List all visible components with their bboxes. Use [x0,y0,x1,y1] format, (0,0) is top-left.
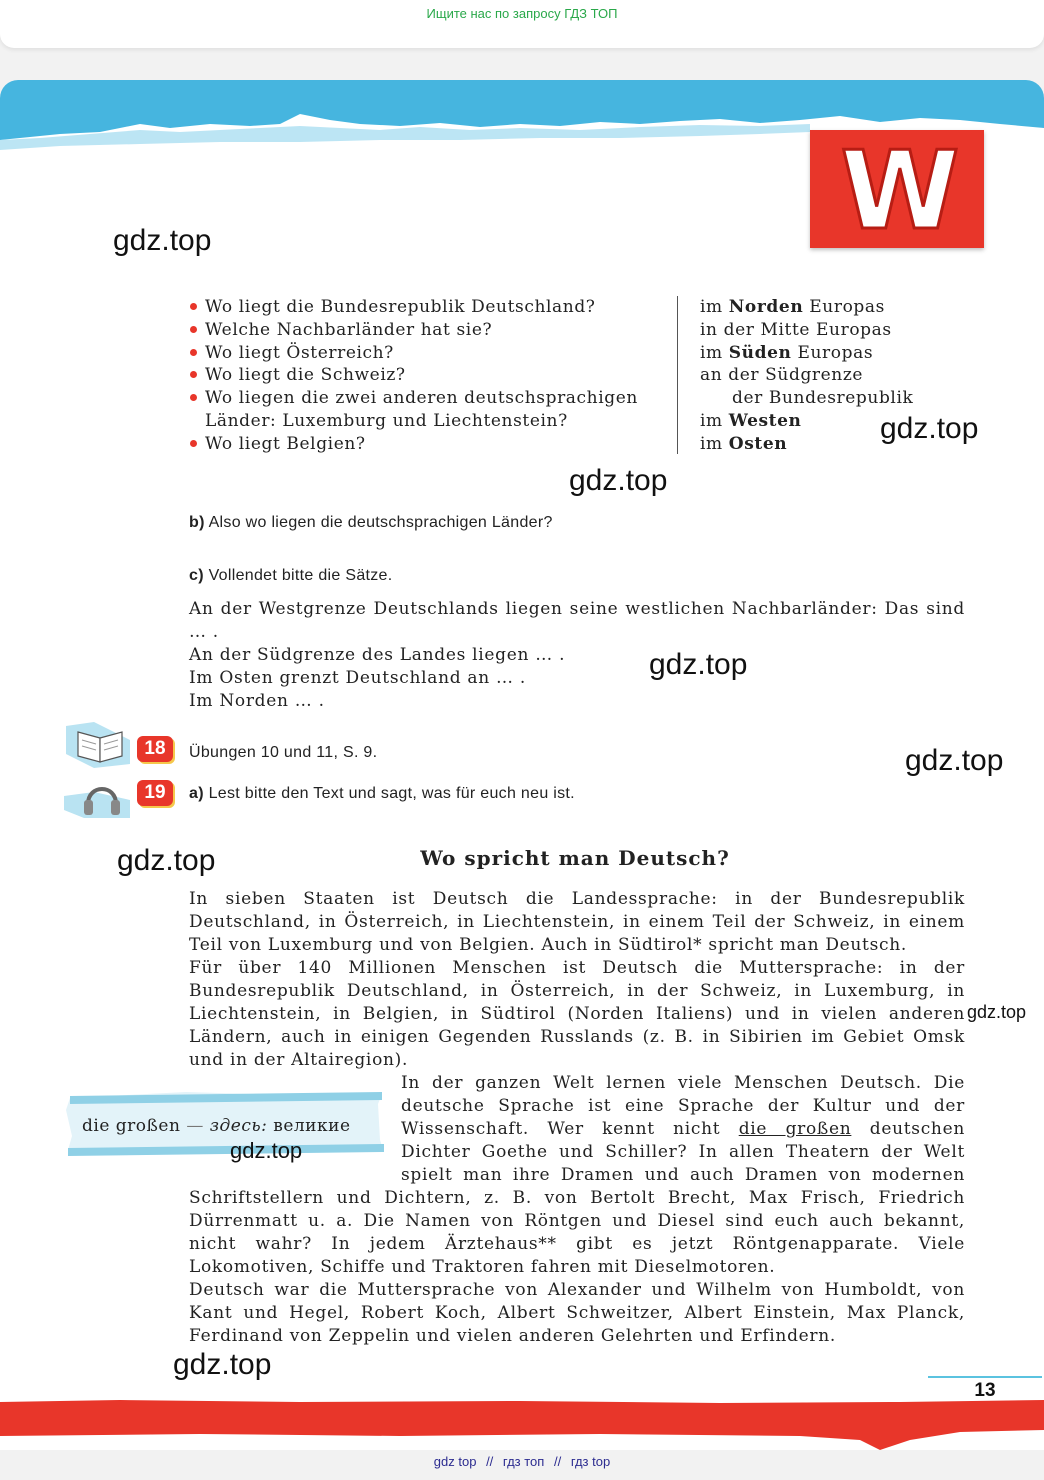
answer-item: im Norden Europas [700,297,885,317]
exercise-number-badge: 18 [137,736,173,762]
sentence: An der Südgrenze des Landes liegen … . [189,645,566,665]
sentence: An der Westgrenze Deutschlands liegen seine westlichen Nachbarländer: Das sind … . [189,599,965,642]
task-c: c) Vollendet bitte die Sätze. [189,567,393,584]
answer-item: im Westen [700,410,802,431]
page-number: 13 [974,1380,996,1401]
search-hint: Ищите нас по запросу ГДЗ ТОП [426,6,618,21]
svg-text:W: W [840,130,960,248]
paragraph: In sieben Staaten ist Deutsch die Landessprache: in der Bundesrepublik Deutschland, in Österreich, in Liechtenstein, in einem Teil der Schweiz, in einem Teil von Luxemburg und von Belgien. Auch in Südtirol* spricht man Deutsch. [189,889,965,955]
logo [810,130,984,248]
watermark: gdz.top [113,224,212,257]
exercise-18 [64,720,166,774]
answer-item: der Bundesrepublik [732,388,914,409]
paragraph: In der ganzen Welt lernen viele Menschen Deutsch. Die deutsche Sprache ist eine Sprache der Kultur und der Wissenschaft. Wer kennt nicht die großen deutschen Dichter Goethe und Schiller? In allen Theatern der Welt spielt man ihre Dramen und auch Dramen von modernen Schriftstellern und Dichtern, z. B. von Bertolt Brecht, Max Frisch, Friedrich Dürrenmatt u. a. Die Namen von Röntgen und Diesel sind euch auch bekannt, nicht wahr? In jedem Ärztehaus** gibt es jetzt Röntgenapparate. Viele Lokomotiven, Schiffe und Traktoren fahren mit Dieselmotoren. [189,1073,965,1277]
paragraph: Deutsch war die Muttersprache von Alexander und Wilhelm von Humboldt, von Kant und Hegel, Robert Koch, Albert Schweitzer, Albert Einstein, Max Planck, Ferdinand von Zeppelin und vielen anderen Gelehrten und Erfindern. [189,1280,965,1346]
watermark: gdz.top [569,464,668,497]
question-item: Wo liegt die Schweiz? [188,364,668,387]
answer-item: im Süden Europas [700,342,874,363]
watermark: gdz.top [967,1002,1027,1022]
headphones-icon [64,774,134,820]
answer-item: im Osten [700,433,788,454]
answer-item: in der Mitte Europas [700,319,892,340]
bottom-links [0,1454,1044,1469]
page-number-line [928,1376,1042,1378]
question-item: Wo liegt Belgien? [188,433,668,456]
sentence: Im Osten grenzt Deutschland an … . [189,668,526,688]
question-list [188,296,668,456]
sentence: Im Norden … . [189,691,325,711]
task-b: b) Also wo liegen die deutschsprachigen Länder? [189,514,553,531]
exercise-19 [64,774,166,824]
question-item: Wo liegt die Bundesrepublik Deutschland? [188,296,668,319]
watermark: gdz.top [905,744,1004,777]
bottom-link[interactable]: gdz top [433,1454,477,1469]
watermark: gdz.top [649,648,748,681]
exercise-number-badge: 19 [137,780,173,806]
book-icon [64,720,134,770]
watermark: gdz.top [880,412,979,445]
textbook-page [0,80,1044,1450]
watermark: gdz.top [117,844,216,877]
column-divider [677,296,678,454]
bottom-link[interactable]: гдз топ [502,1454,545,1469]
exercise-19-text: a) Lest bitte den Text und sagt, was für euch neu ist. [189,785,575,802]
gloss-text: die großen — здесь: великие [82,1116,351,1136]
paragraph: Für über 140 Millionen Menschen ist Deutsch die Muttersprache: in der Bundesrepublik Deutschland, in Österreich, in der Schweiz, in Luxemburg, in Liechtenstein, in Belgien, in Südtirol (Norden Italiens) und in vielen anderen Ländern, auch in einigen Gegenden Russlands (z. B. in Sibirien im Gebiet Omsk und in der Altairegion). [189,958,965,1070]
exercise-18-text: Übungen 10 und 11, S. 9. [189,744,378,761]
link-separator: // [486,1454,494,1469]
answer-item: an der Südgrenze [700,365,864,386]
footer-band [0,1396,1044,1450]
question-item: Welche Nachbarländer hat sie? [188,319,668,342]
sentence-completion [189,598,965,713]
text-title: Wo spricht man Deutsch? [420,846,730,870]
watermark: gdz.top [230,1138,303,1163]
bottom-link[interactable]: гдз top [570,1454,611,1469]
question-item: Wo liegen die zwei anderen deutschsprachigen Länder: Luxemburg und Liechtenstein? [188,387,668,433]
watermark: gdz.top [173,1348,272,1381]
question-item: Wo liegt Österreich? [188,342,668,365]
link-separator: // [553,1454,562,1469]
w-logo-icon [810,130,984,248]
